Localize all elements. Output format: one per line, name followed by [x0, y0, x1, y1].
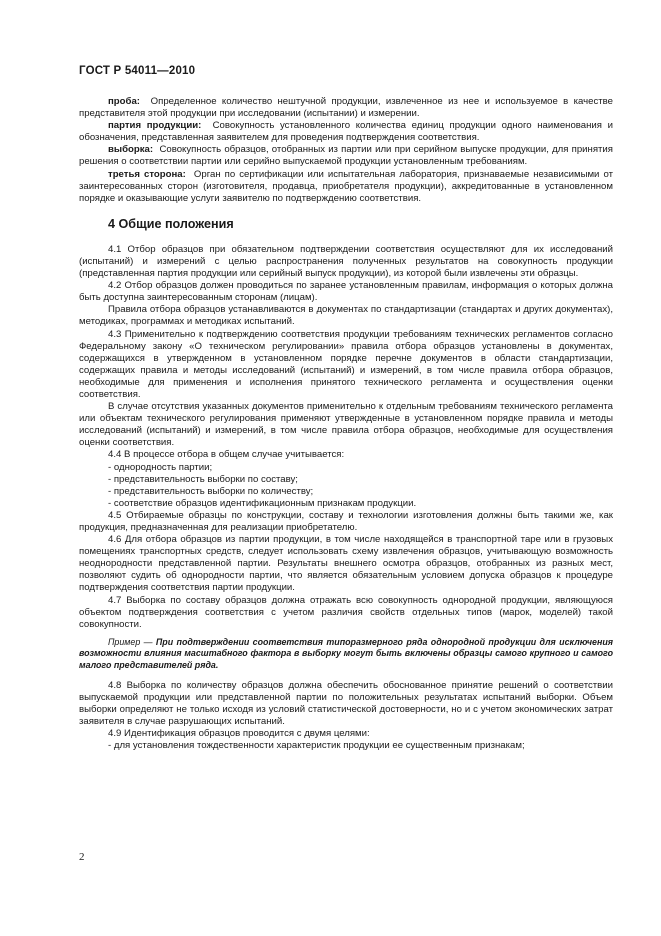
page-number: 2	[79, 851, 85, 863]
definition-item	[79, 120, 613, 144]
definition-text: Определенное количество нештучной продукции, извлеченное из нее и используемое в качестве представителя этой продукции при исследовании (испытании) и измерении.	[79, 96, 613, 120]
list-item: - для установления тождественности характеристик продукции ее существенным признакам;	[108, 740, 525, 752]
paragraph: 4.8 Выборка по количеству образцов должна обеспечить обоснованное принятие решений о соответствии выпускаемой продукции или представленной партии по положительных результатах испытаний выборки. Объем выборки определяют не только исходя из условий статистической достоверности, но и с учетом экономических затрат заявителя в случае разрушающих испытаний.	[79, 679, 613, 727]
example-text: При подтверждении соответствия типоразмерного ряда однородной продукции для исключения возможности влияния масштабного фактора в выборку могут быть включены образцы самого крупного и самого малого представителей ряда.	[79, 636, 613, 671]
definition-text: Орган по сертификации или испытательная лаборатория, признаваемые независимыми от заинтересованных сторон (изготовителя, продавца, приобретателя продукции), аккредитованные в установленном порядке и оказывающие услуги заявителю по подтверждению соответствия.	[79, 168, 613, 204]
paragraph: 4.7 Выборка по составу образцов должна отражать всю совокупность однородной продукции, являющуюся объектом подтверждения соответствия с учетом различия свойств отдельных типов (марок, моделей) такой совокупности.	[79, 594, 613, 630]
paragraph: Правила отбора образцов устанавливаются в документах по стандартизации (стандартах и других документах), методиках, программах и методиках испытаний.	[79, 304, 613, 328]
document-header: ГОСТ Р 54011—2010	[79, 65, 196, 77]
definition-text: Совокупность образцов, отобранных из партии или при серийном выпуске продукции, для принятия решения о соответствии партии или серийно выпускаемой продукции установленным требованиям.	[79, 144, 613, 168]
definition-item	[79, 169, 613, 205]
example-note	[79, 637, 613, 672]
definition-term: партия продукции:	[108, 120, 202, 132]
list-item: - представительность выборки по количеству;	[108, 485, 314, 497]
paragraph: В случае отсутствия указанных документов применительно к отдельным требованиям технического регламента или объектам технического регулирования применяют утвержденные в установленном порядке правила и методы исследований (испытаний) и измерений, в том числе правила отбора образцов, необходимые для осуществления оценки соответствия.	[79, 401, 613, 449]
definition-item	[79, 96, 613, 120]
list-item: - представительность выборки по составу;	[108, 473, 298, 485]
paragraph: 4.5 Отбираемые образцы по конструкции, составу и технологии изготовления должны быть такими же, как продукция, предназначенная для реализации приобретателю.	[79, 509, 613, 533]
document-body	[79, 96, 613, 752]
definition-term: выборка:	[108, 144, 154, 156]
section-title: 4 Общие положения	[108, 216, 234, 231]
definition-item	[79, 144, 613, 168]
definition-text: Совокупность установленного количества единиц продукции одного наименования и обозначения, представленная заявителем для проведения подтверждения соответствия.	[79, 120, 613, 144]
list-item: - соответствие образцов идентификационным признакам продукции.	[108, 497, 417, 509]
example-label: Пример —	[108, 636, 153, 647]
paragraph: 4.9 Идентификация образцов проводится с двумя целями:	[108, 728, 370, 739]
definition-term: третья сторона:	[108, 168, 186, 180]
paragraph: 4.4 В процессе отбора в общем случае учитывается:	[108, 449, 345, 461]
paragraph: 4.6 Для отбора образцов из партии продукции, в том числе находящейся в транспортной таре или в грузовых помещениях транспортных средств, следует использовать схему извлечения образцов, учитывающую возможность неоднородности представленной партии. Результаты внешнего осмотра образцов, отобранных из разных мест, позволяют судить об однородности партии, что является обязательным условием допуска образцов к процедуре подтверждения соответствия партии продукции.	[79, 534, 613, 594]
paragraph: 4.1 Отбор образцов при обязательном подтверждении соответствия осуществляют для их исследований (испытаний) и измерений с целью распространения полученных результатов на совокупность продукции (представленная партия продукции или серийный выпуск продукции), из которой были извлечены эти образцы.	[79, 243, 613, 280]
list-item: - однородность партии;	[108, 461, 213, 473]
paragraph: 4.2 Отбор образцов должен проводиться по заранее установленным правилам, информация о которых должна быть доступна заинтересованным сторонам (лицам).	[79, 280, 613, 304]
paragraph: 4.3 Применительно к подтверждению соответствия продукции требованиям технических регламентов согласно Федеральному закону «О техническом регулировании» правила отбора образцов установлены в документах, содержащихся в утвержденном в установленном порядке перечне документов в области стандартизации, содержащих правила и методы исследований (испытаний) и измерений, в том числе правила отбора образцов, необходимые для применения и исполнения принятого технического регламента и осуществления оценки соответствия.	[79, 328, 613, 400]
definition-term: проба:	[108, 96, 140, 107]
